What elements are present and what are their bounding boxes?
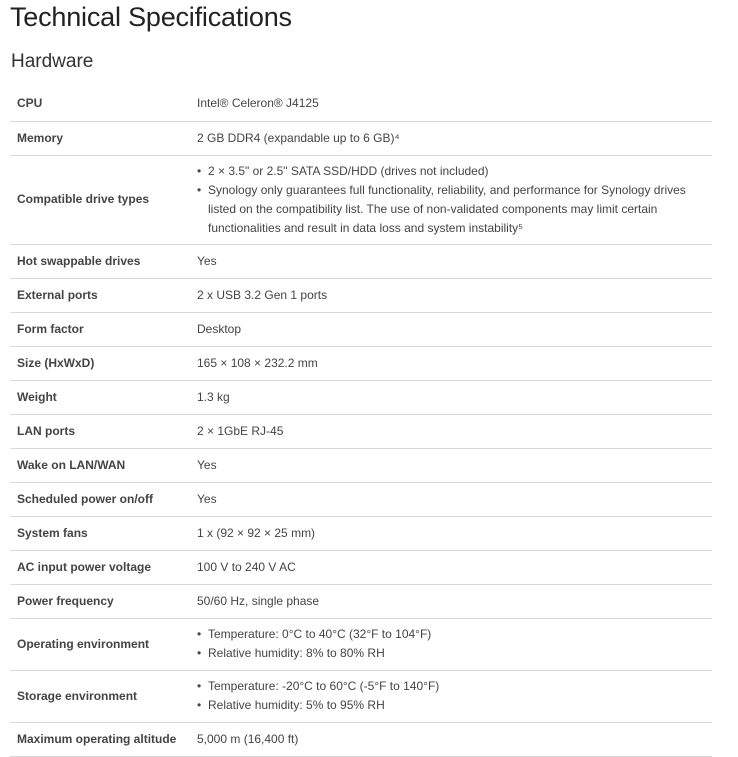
spec-label: Power frequency (10, 584, 197, 618)
table-row (10, 278, 712, 312)
spec-value: Yes (197, 482, 712, 516)
spec-label: System fans (10, 516, 197, 550)
spec-label: External ports (10, 278, 197, 312)
spec-bullet-list (197, 162, 712, 238)
spec-label: Size (HxWxD) (10, 346, 197, 380)
table-row (10, 414, 712, 448)
table-row (10, 618, 712, 670)
spec-value: 165 × 108 × 232.2 mm (197, 346, 712, 380)
spec-value: 50/60 Hz, single phase (197, 584, 712, 618)
table-row (10, 722, 712, 756)
table-row (10, 244, 712, 278)
spec-value: 2 × 1GbE RJ-45 (197, 414, 712, 448)
spec-label: LAN ports (10, 414, 197, 448)
table-row (10, 121, 712, 155)
spec-bullet: • Synology only guarantees full functionality, reliability, and performance for Synology drives listed on the compatibility list. The use of non-validated components may limit certain functionalities and result in data loss and system instability⁵ (208, 181, 712, 238)
table-row (10, 87, 712, 121)
spec-value (197, 670, 712, 722)
spec-value: 5,000 m (16,400 ft) (197, 722, 712, 756)
spec-value: 2 x USB 3.2 Gen 1 ports (197, 278, 712, 312)
spec-value: Desktop (197, 312, 712, 346)
spec-value (197, 155, 712, 244)
table-row (10, 380, 712, 414)
spec-bullet-list (197, 677, 712, 715)
spec-bullet: • Temperature: -20°C to 60°C (-5°F to 140°F) (208, 677, 712, 696)
spec-label: Weight (10, 380, 197, 414)
page-title: Technical Specifications (10, 2, 292, 32)
spec-label: CPU (10, 87, 197, 121)
table-row (10, 516, 712, 550)
spec-label: Hot swappable drives (10, 244, 197, 278)
table-row (10, 312, 712, 346)
section-title: Hardware (11, 51, 94, 72)
spec-value: 100 V to 240 V AC (197, 550, 712, 584)
spec-value (197, 618, 712, 670)
spec-bullet: • Relative humidity: 8% to 80% RH (208, 644, 712, 663)
table-row (10, 448, 712, 482)
spec-bullet: • 2 × 3.5" or 2.5" SATA SSD/HDD (drives not included) (208, 162, 712, 181)
spec-label: AC input power voltage (10, 550, 197, 584)
specs-table (10, 87, 712, 757)
spec-value: Intel® Celeron® J4125 (197, 87, 712, 121)
table-row (10, 482, 712, 516)
spec-value: 1 x (92 × 92 × 25 mm) (197, 516, 712, 550)
spec-bullet: • Relative humidity: 5% to 95% RH (208, 696, 712, 715)
spec-value: 1.3 kg (197, 380, 712, 414)
table-row (10, 346, 712, 380)
spec-bullet-list (197, 625, 712, 663)
spec-value: 2 GB DDR4 (expandable up to 6 GB)⁴ (197, 121, 712, 155)
table-row (10, 670, 712, 722)
table-row (10, 550, 712, 584)
spec-bullet: • Temperature: 0°C to 40°C (32°F to 104°F) (208, 625, 712, 644)
spec-label: Scheduled power on/off (10, 482, 197, 516)
spec-label: Wake on LAN/WAN (10, 448, 197, 482)
spec-value: Yes (197, 448, 712, 482)
table-row (10, 584, 712, 618)
spec-label: Compatible drive types (10, 155, 197, 244)
spec-value: Yes (197, 244, 712, 278)
spec-label: Storage environment (10, 670, 197, 722)
spec-label: Memory (10, 121, 197, 155)
spec-label: Operating environment (10, 618, 197, 670)
spec-label: Form factor (10, 312, 197, 346)
table-row (10, 155, 712, 244)
spec-label: Maximum operating altitude (10, 722, 197, 756)
